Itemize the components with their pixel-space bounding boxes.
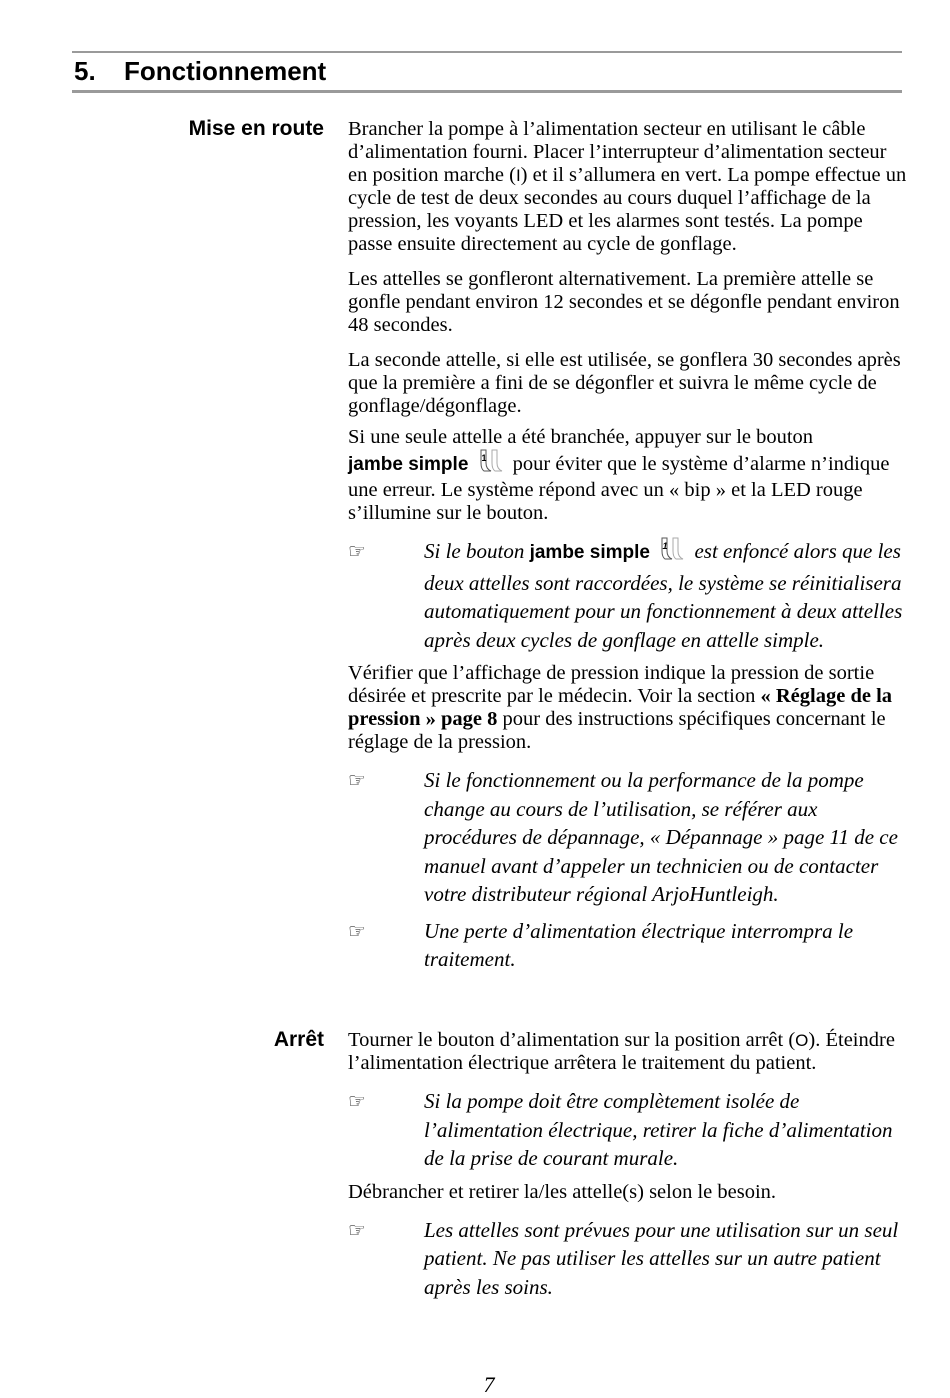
note-troubleshooting: ☞ Si le fonctionnement ou la performance de la pompe change au cours de l’utilisation, se référer aux procédures de dépannage, « Dépannage » page 11 de ce manuel avant d’appeler un technicien ou de contacter votre distributeur régional ArjoHuntleigh. — [348, 766, 908, 909]
header-rule-top — [72, 51, 902, 53]
single-leg-button-label: jambe simple — [348, 454, 469, 475]
section-body-arret — [348, 1029, 908, 1309]
chapter-heading — [74, 55, 326, 87]
pointing-hand-icon: ☞ — [348, 539, 366, 563]
svg-text:1: 1 — [662, 541, 668, 551]
page-number: 7 — [483, 1372, 495, 1397]
section-heading-arret: Arrêt — [273, 1028, 324, 1051]
note-single-patient: ☞ Les attelles sont prévues pour une utilisation sur un seul patient. Ne pas utiliser les attelles sur un autre patient après les soins. — [348, 1216, 908, 1302]
paragraph: La seconde attelle, si elle est utilisée, se gonflera 30 secondes après que la première a fini de se dégonfler et suivra le même cycle de gonflage/dégonflage. — [348, 349, 901, 417]
note-single-leg: ☞ Si le bouton jambe simple 1 est enfoncé alors que les deux attelles sont raccordées, le système se réinitialisera automatiquement pour un fonctionnement à deux attelles après deux cycles de gonflage en attelle simple. — [348, 537, 908, 654]
pointing-hand-icon: ☞ — [348, 1217, 366, 1242]
paragraph: Les attelles se gonfleront alternativement. La première attelle se gonfle pendant environ 12 secondes et se dégonfle pendant environ 48 secondes. — [348, 268, 900, 336]
single-leg-icon — [478, 449, 504, 479]
header-rule-bottom — [72, 90, 902, 93]
paragraph: Brancher la pompe à l’alimentation secteur en utilisant le câble d’alimentation fourni. Placer l’interrupteur d’alimentation secteur en position marche (I) et il s’allumera en vert. La pompe effectue un cycle de test de deux secondes au cours duquel l’affichage de la pression, les voyants LED et les alarmes sont testés. La pompe passe ensuite directement au cycle de gonflage. — [348, 118, 907, 255]
chapter-title: Fonctionnement — [124, 56, 327, 86]
section-reference-link[interactable]: « Réglage de la pression » page 8 — [348, 685, 893, 730]
paragraph: Tourner le bouton d’alimentation sur la position arrêt (O). Éteindre l’alimentation électrique arrêtera le traitement du patient. — [348, 1029, 895, 1074]
paragraph: Vérifier que l’affichage de pression indique la pression de sortie désirée et prescrite par le médecin. Voir la section « Réglage de la pression » page 8 pour des instructions spécifiques concernant le réglage de la pression. — [348, 662, 893, 753]
single-leg-icon — [659, 537, 685, 569]
note-power-loss: ☞ Une perte d’alimentation électrique interrompra le traitement. — [348, 917, 908, 974]
power-on-symbol: I — [515, 166, 521, 185]
paragraph: Si une seule attelle a été branchée, appuyer sur le bouton jambe simple 1 pour éviter que le système d’alarme n’indique une erreur. Le système répond avec un « bip » et la LED rouge s’illumine sur le bouton. — [348, 426, 890, 524]
pointing-hand-icon: ☞ — [348, 1089, 366, 1113]
pointing-hand-icon: ☞ — [348, 768, 366, 792]
single-leg-button-label: jambe simple — [529, 542, 650, 563]
section-heading-mise-en-route: Mise en route — [188, 117, 324, 140]
chapter-number: 5. — [74, 56, 96, 86]
svg-text:1: 1 — [481, 453, 487, 463]
power-off-symbol: O — [795, 1031, 809, 1050]
section-body-mise-en-route — [348, 118, 908, 982]
note-isolate-power: ☞ Si la pompe doit être complètement isolée de l’alimentation électrique, retirer la fiche d’alimentation de la prise de courant murale. — [348, 1087, 908, 1173]
pointing-hand-icon: ☞ — [348, 918, 366, 943]
paragraph: Débrancher et retirer la/les attelle(s) selon le besoin. — [348, 1180, 777, 1203]
